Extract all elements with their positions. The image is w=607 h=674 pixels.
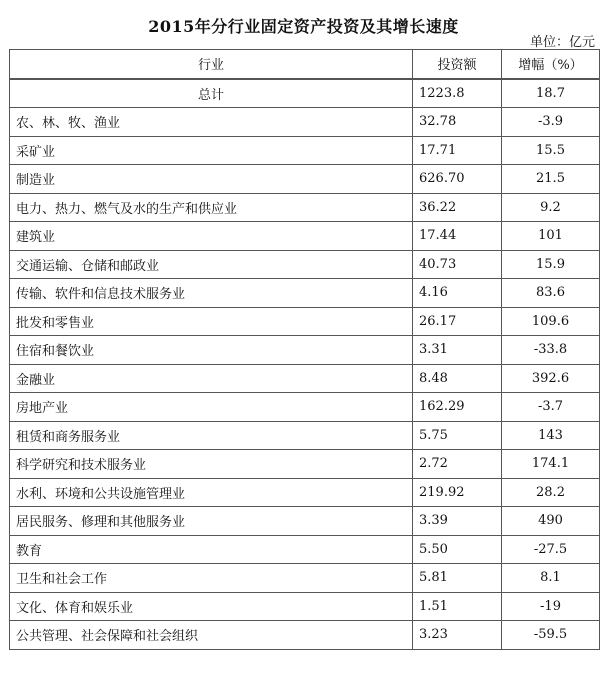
table-row <box>10 165 600 194</box>
growth-cell: 28.2 <box>502 478 600 507</box>
investment-cell: 5.50 <box>413 535 502 564</box>
table-row <box>10 136 600 165</box>
investment-cell: 32.78 <box>413 108 502 137</box>
investment-cell: 1.51 <box>413 592 502 621</box>
growth-cell: 392.6 <box>502 364 600 393</box>
column-header-growth: 增幅（%） <box>502 50 600 79</box>
growth-cell: -19 <box>502 592 600 621</box>
growth-cell: 109.6 <box>502 307 600 336</box>
growth-cell: -33.8 <box>502 336 600 365</box>
growth-cell: 15.9 <box>502 250 600 279</box>
growth-cell: -27.5 <box>502 535 600 564</box>
investment-cell: 8.48 <box>413 364 502 393</box>
table-row <box>10 478 600 507</box>
investment-cell: 17.44 <box>413 222 502 251</box>
industry-cell: 文化、体育和娱乐业 <box>10 592 413 621</box>
investment-cell: 4.16 <box>413 279 502 308</box>
investment-cell: 5.75 <box>413 421 502 450</box>
growth-cell: -3.9 <box>502 108 600 137</box>
unit-label: 单位：亿元 <box>529 35 595 50</box>
growth-cell: 83.6 <box>502 279 600 308</box>
investment-cell: 36.22 <box>413 193 502 222</box>
investment-cell: 3.23 <box>413 621 502 650</box>
investment-cell: 2.72 <box>413 450 502 479</box>
industry-cell: 科学研究和技术服务业 <box>10 450 413 479</box>
growth-cell: 15.5 <box>502 136 600 165</box>
table-row <box>10 250 600 279</box>
column-header-investment: 投资额 <box>413 50 502 79</box>
investment-cell: 1223.8 <box>413 79 502 108</box>
table-row <box>10 421 600 450</box>
table-row <box>10 535 600 564</box>
industry-cell: 住宿和餐饮业 <box>10 336 413 365</box>
industry-cell: 农、林、牧、渔业 <box>10 108 413 137</box>
table-body <box>10 79 600 650</box>
header-row <box>10 50 600 79</box>
table-row <box>10 222 600 251</box>
table-row <box>10 193 600 222</box>
growth-cell: 490 <box>502 507 600 536</box>
investment-cell: 17.71 <box>413 136 502 165</box>
growth-cell: 9.2 <box>502 193 600 222</box>
growth-cell: 8.1 <box>502 564 600 593</box>
table-row <box>10 108 600 137</box>
investment-cell: 3.39 <box>413 507 502 536</box>
table-row <box>10 450 600 479</box>
growth-cell: 18.7 <box>502 79 600 108</box>
table-row <box>10 621 600 650</box>
industry-cell: 采矿业 <box>10 136 413 165</box>
table-row <box>10 592 600 621</box>
industry-cell: 批发和零售业 <box>10 307 413 336</box>
investment-cell: 626.70 <box>413 165 502 194</box>
industry-cell: 公共管理、社会保障和社会组织 <box>10 621 413 650</box>
growth-cell: 101 <box>502 222 600 251</box>
industry-cell: 建筑业 <box>10 222 413 251</box>
table-row <box>10 507 600 536</box>
investment-cell: 162.29 <box>413 393 502 422</box>
industry-cell: 水利、环境和公共设施管理业 <box>10 478 413 507</box>
industry-cell: 房地产业 <box>10 393 413 422</box>
industry-cell: 居民服务、修理和其他服务业 <box>10 507 413 536</box>
column-header-industry: 行业 <box>10 50 413 79</box>
table-row <box>10 393 600 422</box>
investment-cell: 5.81 <box>413 564 502 593</box>
industry-cell: 教育 <box>10 535 413 564</box>
industry-cell: 传输、软件和信息技术服务业 <box>10 279 413 308</box>
investment-cell: 3.31 <box>413 336 502 365</box>
investment-cell: 40.73 <box>413 250 502 279</box>
industry-cell: 卫生和社会工作 <box>10 564 413 593</box>
table-row <box>10 307 600 336</box>
total-row <box>10 79 600 108</box>
table-row <box>10 336 600 365</box>
growth-cell: 174.1 <box>502 450 600 479</box>
growth-cell: -59.5 <box>502 621 600 650</box>
growth-cell: 143 <box>502 421 600 450</box>
industry-cell: 租赁和商务服务业 <box>10 421 413 450</box>
page-title: 2015年分行业固定资产投资及其增长速度 <box>148 17 459 36</box>
table-row <box>10 564 600 593</box>
industry-cell: 金融业 <box>10 364 413 393</box>
investment-cell: 26.17 <box>413 307 502 336</box>
table-row <box>10 364 600 393</box>
growth-cell: 21.5 <box>502 165 600 194</box>
growth-cell: -3.7 <box>502 393 600 422</box>
investment-cell: 219.92 <box>413 478 502 507</box>
table-row <box>10 279 600 308</box>
industry-cell: 总计 <box>10 79 413 108</box>
industry-cell: 电力、热力、燃气及水的生产和供应业 <box>10 193 413 222</box>
table-header <box>10 50 600 79</box>
industry-cell: 制造业 <box>10 165 413 194</box>
industry-cell: 交通运输、仓储和邮政业 <box>10 250 413 279</box>
investment-table <box>9 49 600 650</box>
